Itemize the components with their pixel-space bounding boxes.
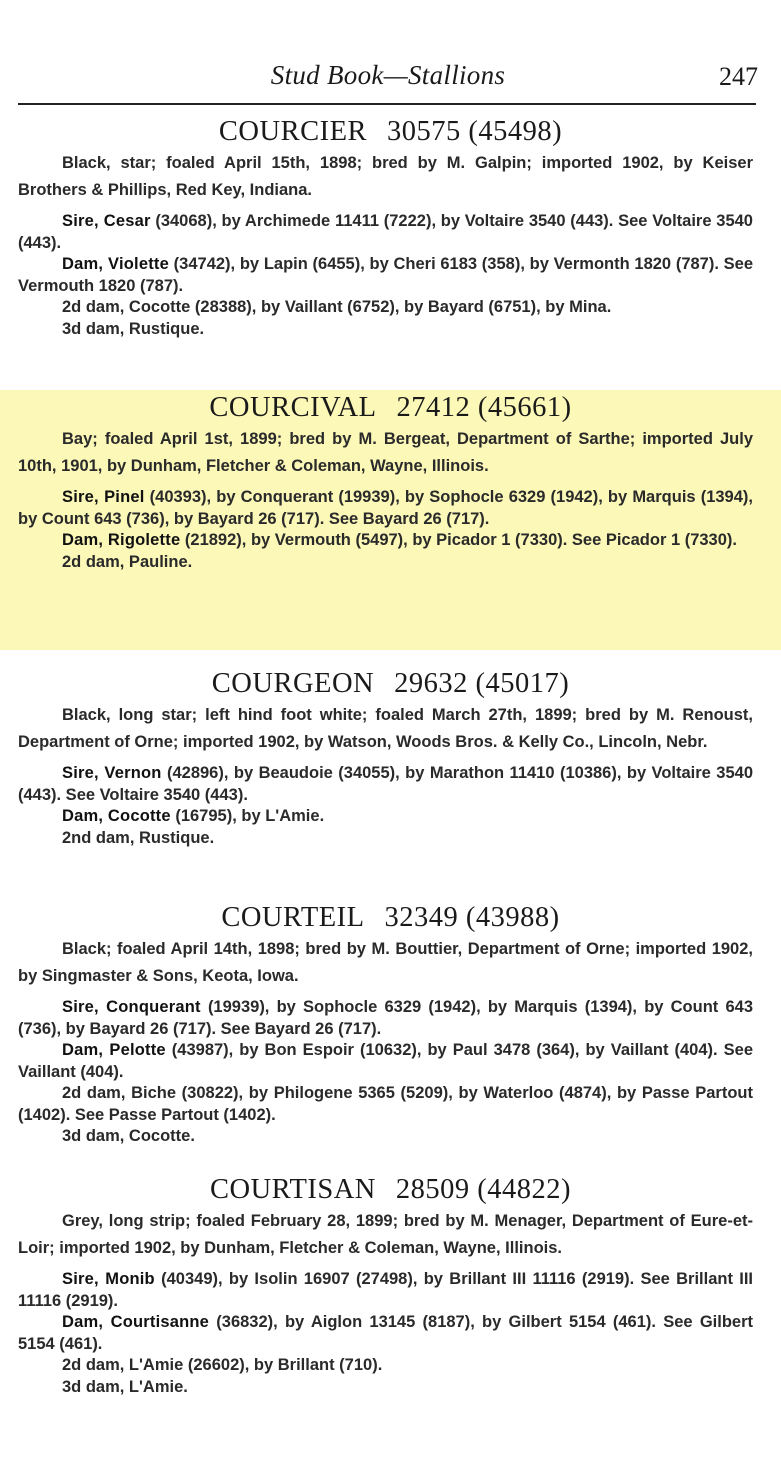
alt-registry-number: (44822)	[477, 1174, 571, 1205]
pedigree	[18, 997, 753, 1148]
stallion-entry	[0, 1174, 781, 1398]
sire-label: Sire, Vernon	[62, 764, 162, 782]
stallion-entry	[0, 902, 781, 1148]
registry-number: 29632	[394, 668, 468, 699]
pedigree	[18, 763, 753, 849]
stallion-entry	[0, 116, 781, 340]
sire-label: Sire, Pinel	[62, 488, 145, 506]
dam-text: (21892), by Vermouth (5497), by Picador 1 (7330). See Picador 1 (7330).	[180, 531, 737, 549]
stallion-entry	[0, 668, 781, 849]
stallion-name: COURCIER	[218, 116, 367, 147]
sire-line	[18, 1269, 753, 1312]
ancestor-line: 2nd dam, Rustique.	[62, 828, 215, 847]
description: Bay; foaled April 1st, 1899; bred by M. Bergeat, Department of Sarthe; imported July 10th, 1901, by Dunham, Fletcher & Coleman, Wayne, Illinois.	[18, 430, 753, 475]
sire-text: (40393), by Conquerant (19939), by Sophocle 6329 (1942), by Marquis (1394), by Count 643 (736), by Bayard 26 (717). See Bayard 26 (717).	[18, 488, 753, 528]
alt-registry-number: (45498)	[468, 116, 563, 147]
sire-text: (42896), by Beaudoie (34055), by Marathon 11410 (10386), by Voltaire 3540 (443). See Voltaire 3540 (443).	[18, 764, 753, 804]
dam-label: Dam, Violette	[62, 255, 169, 273]
entry-title	[0, 392, 781, 424]
description: Black, star; foaled April 15th, 1898; bred by M. Galpin; imported 1902, by Keiser Brothers & Phillips, Red Key, Indiana.	[18, 154, 753, 199]
alt-registry-number: (45017)	[475, 668, 570, 699]
registry-number: 27412	[396, 392, 471, 423]
sire-line	[18, 487, 753, 530]
dam-line	[18, 1312, 753, 1355]
pedigree	[18, 487, 753, 573]
registry-number: 32349	[384, 902, 459, 933]
sire-line	[18, 763, 753, 806]
sire-text: (40349), by Isolin 16907 (27498), by Brillant III 11116 (2919). See Brillant III 11116 (2919).	[18, 1270, 754, 1310]
entry-title	[0, 116, 781, 148]
dam-label: Dam, Cocotte	[62, 807, 171, 825]
ancestor-line: 2d dam, L'Amie (26602), by Brillant (710).	[62, 1356, 383, 1374]
stallion-entry-highlighted	[0, 390, 781, 650]
dam-label: Dam, Pelotte	[62, 1041, 166, 1059]
stallion-name: COURTISAN	[210, 1174, 376, 1205]
description: Black; foaled April 14th, 1898; bred by M. Bouttier, Department of Orne; imported 1902, by Singmaster & Sons, Keota, Iowa.	[18, 940, 753, 985]
running-head: Stud Book—Stallions	[270, 60, 506, 90]
dam-line	[18, 530, 753, 552]
header-rule	[18, 103, 756, 105]
sire-line	[18, 997, 753, 1040]
alt-registry-number: (45661)	[477, 392, 572, 423]
page-header	[18, 58, 758, 98]
dam-line	[18, 806, 753, 828]
dam-text: (16795), by L'Amie.	[170, 807, 325, 825]
ancestor-line: 2d dam, Pauline.	[62, 552, 193, 571]
registry-number: 28509	[395, 1174, 470, 1205]
description: Grey, long strip; foaled February 28, 1899; bred by M. Menager, Department of Eure-et-Loir; imported 1902, by Dunham, Fletcher & Coleman, Wayne, Illinois.	[18, 1212, 753, 1257]
stallion-name: COURCIVAL	[209, 392, 377, 423]
sire-line	[18, 211, 753, 254]
pedigree	[18, 211, 753, 340]
registry-number: 30575	[387, 116, 461, 147]
dam-label: Dam, Courtisanne	[62, 1313, 210, 1331]
ancestor-line: 3d dam, Cocotte.	[62, 1127, 195, 1145]
entry-title	[0, 668, 781, 700]
sire-label: Sire, Cesar	[62, 212, 151, 230]
stallion-name: COURTEIL	[221, 902, 365, 933]
ancestor-line: 2d dam, Biche (30822), by Philogene 5365 (5209), by Waterloo (4874), by Passe Partout (1402). See Passe Partout (1402).	[18, 1084, 753, 1124]
dam-line	[18, 1040, 753, 1083]
ancestor-line: 2d dam, Cocotte (28388), by Vaillant (6752), by Bayard (6751), by Mina.	[62, 298, 612, 316]
dam-text: (43987), by Bon Espoir (10632), by Paul 3478 (364), by Vaillant (404). See Vaillant (404).	[18, 1041, 753, 1081]
pedigree	[18, 1269, 753, 1398]
sire-text: (34068), by Archimede 11411 (7222), by Voltaire 3540 (443). See Voltaire 3540 (443).	[18, 212, 753, 252]
sire-label: Sire, Conquerant	[62, 998, 201, 1016]
page-number: 247	[719, 62, 758, 91]
dam-label: Dam, Rigolette	[62, 531, 181, 549]
entry-title	[0, 1174, 781, 1206]
description: Black, long star; left hind foot white; foaled March 27th, 1899; bred by M. Renoust, Department of Orne; imported 1902, by Watson, Woods Bros. & Kelly Co., Lincoln, Nebr.	[18, 706, 753, 751]
dam-text: (34742), by Lapin (6455), by Cheri 6183 (358), by Vermonth 1820 (787). See Vermouth 1820 (787).	[18, 255, 753, 295]
sire-label: Sire, Monib	[62, 1270, 155, 1288]
ancestor-line: 3d dam, L'Amie.	[62, 1377, 188, 1396]
stallion-name: COURGEON	[211, 668, 375, 699]
alt-registry-number: (43988)	[465, 902, 560, 933]
dam-text: (36832), by Aiglon 13145 (8187), by Gilbert 5154 (461). See Gilbert 5154 (461).	[18, 1313, 753, 1353]
entry-title	[0, 902, 781, 934]
ancestor-line: 3d dam, Rustique.	[62, 319, 205, 338]
dam-line	[18, 254, 753, 297]
sire-text: (19939), by Sophocle 6329 (1942), by Marquis (1394), by Count 643 (736), by Bayard 26 (717). See Bayard 26 (717).	[18, 998, 754, 1038]
